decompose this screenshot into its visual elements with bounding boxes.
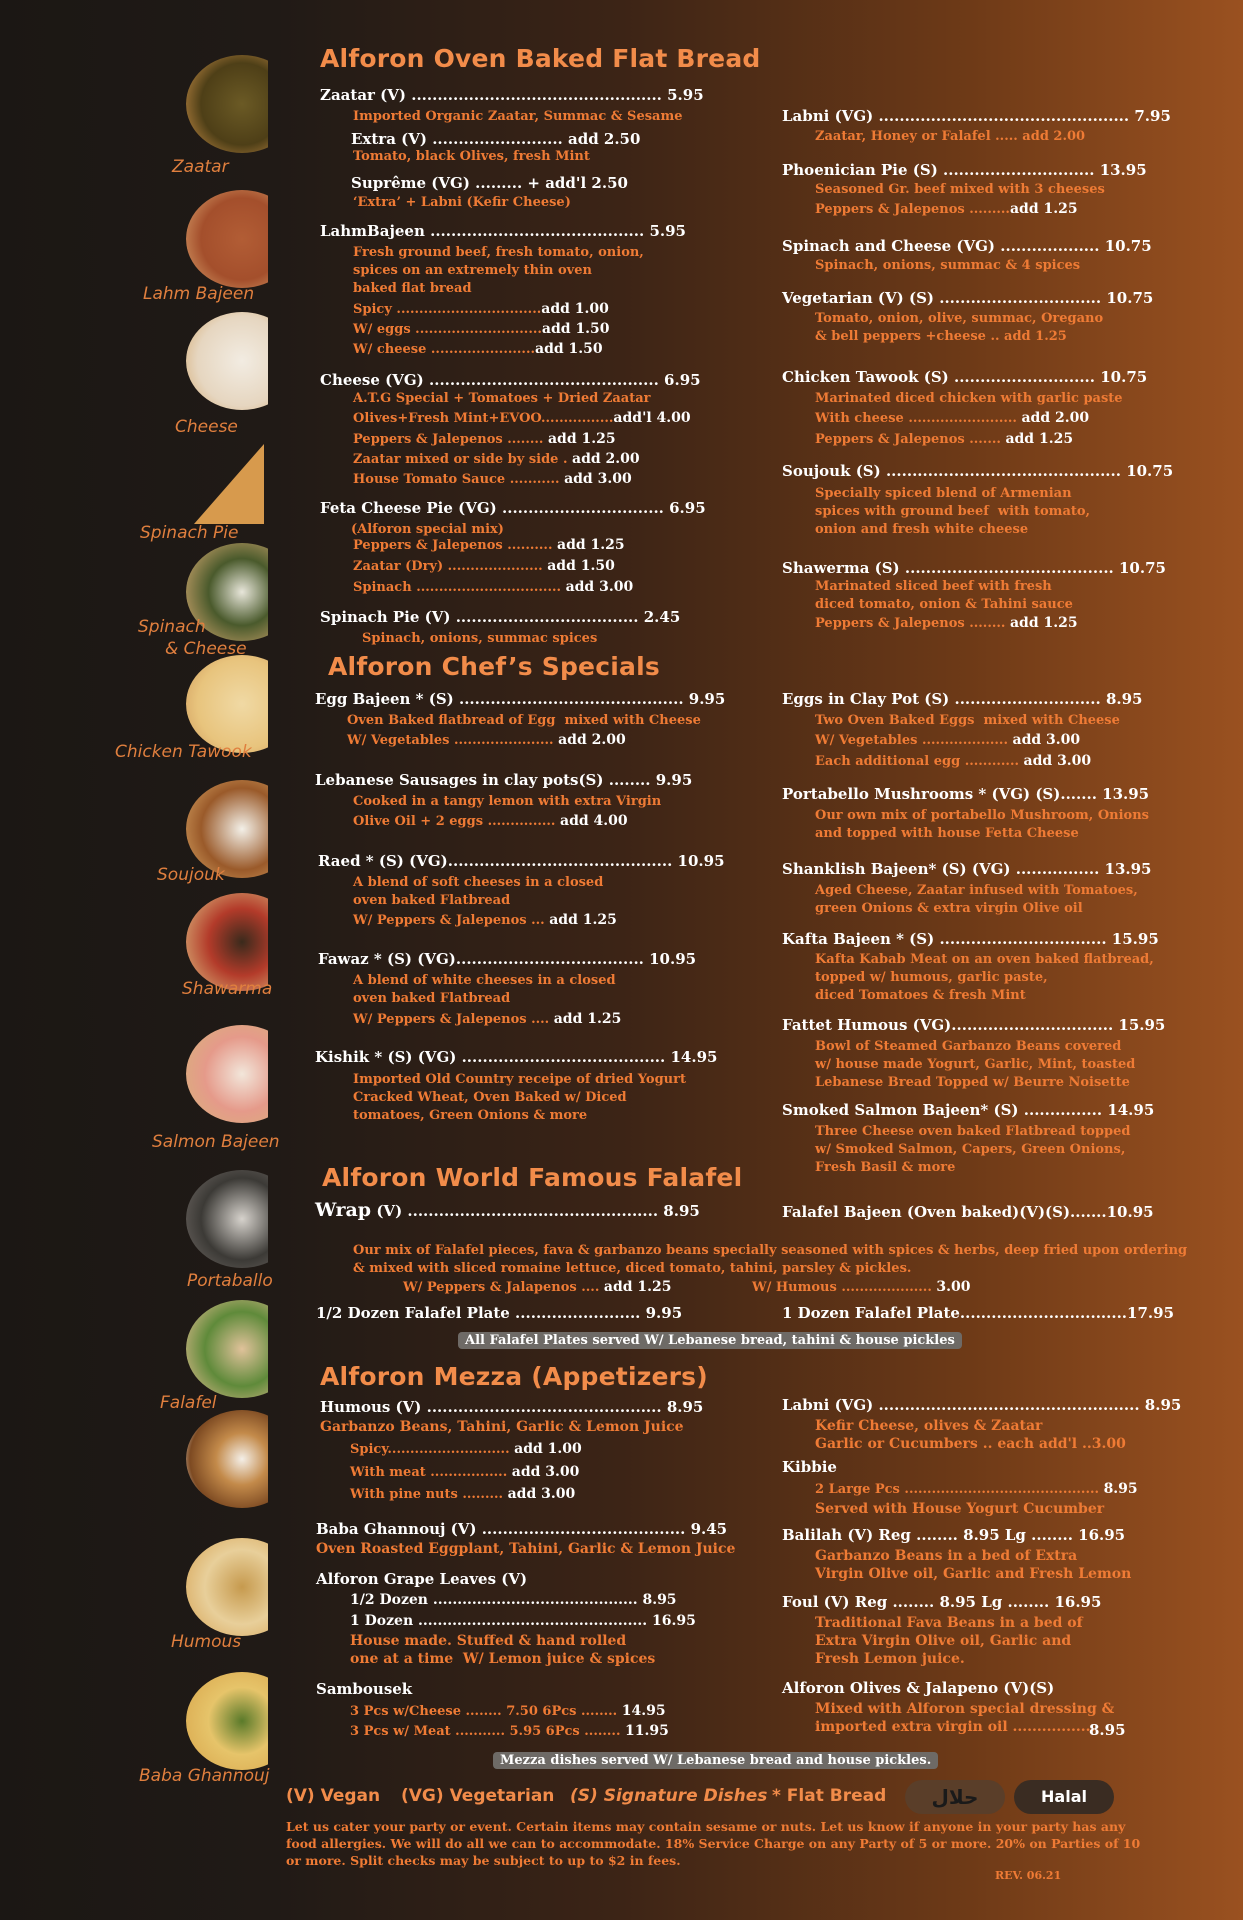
sidebar-label: Spinach & Cheese xyxy=(138,617,247,659)
menu-item-grape-leaves: Alforon Grape Leaves (V) xyxy=(316,1570,528,1588)
item-option: W/ Vegetables ................... add 3.00 xyxy=(815,732,1081,748)
salmon-bajeen-photo xyxy=(186,1025,268,1123)
item-option: Olive Oil + 2 eggs ............... add 4.00 xyxy=(353,813,628,829)
item-description: A.T.G Special + Tomatoes + Dried Zaatar xyxy=(353,391,651,406)
item-option: W/ Vegetables ...................... add 2.00 xyxy=(347,732,626,748)
menu-item-falafel-bajeen: Falafel Bajeen (Oven baked)(V)(S).......10.95 xyxy=(782,1203,1154,1221)
menu-item-soujouk: Soujouk (S) ............................................. 10.75 xyxy=(782,462,1174,480)
item-option: W/ cheese .......................add 1.50 xyxy=(353,341,603,357)
item-description: Oven Baked flatbread of Egg mixed with Cheese xyxy=(347,713,701,728)
item-description: ‘Extra’ + Labni (Kefir Cheese) xyxy=(353,195,571,210)
item-description: Bowl of Steamed Garbanzo Beans covered w/ house made Yogurt, Garlic, Mint, toasted Lebanese Bread Topped w/ Beurre Noisette xyxy=(815,1039,1136,1090)
item-option: Peppers & Jalepenos .........add 1.25 xyxy=(815,201,1078,217)
legend-vegetarian: (VG) Vegetarian xyxy=(401,1786,555,1806)
menu-item-vegetarian: Vegetarian (V) (S) ............................... 10.75 xyxy=(782,289,1154,307)
sidebar-label: Portaballo xyxy=(187,1271,273,1291)
menu-item-shawerma: Shawerma (S) ........................................ 10.75 xyxy=(782,559,1166,577)
item-option: Spicy........................... add 1.00 xyxy=(350,1441,582,1457)
item-description: A blend of white cheeses in a closed oven baked Flatbread xyxy=(353,973,616,1006)
item-description: Garbanzo Beans in a bed of Extra Virgin Olive oil, Garlic and Fresh Lemon xyxy=(815,1548,1132,1582)
item-option: 3 Pcs w/ Meat ........... 5.95 6Pcs ........ 11.95 xyxy=(350,1723,669,1739)
menu-item-kishik: Kishik * (S) (VG) ....................................... 14.95 xyxy=(315,1048,718,1066)
menu-item-feta: Feta Cheese Pie (VG) ............................... 6.95 xyxy=(320,499,706,517)
item-description: Imported Old Country receipe of dried Yogurt Cracked Wheat, Oven Baked w/ Diced tomatoes, Green Onions & more xyxy=(353,1072,686,1123)
item-option: W/ Peppers & Jalapenos .... add 1.25 xyxy=(403,1279,672,1295)
menu-item-portabello: Portabello Mushrooms * (VG) (S)....... 13.95 xyxy=(782,785,1150,803)
cheese-photo xyxy=(186,312,268,410)
sidebar-label: Zaatar xyxy=(172,157,229,177)
item-description: Zaatar, Honey or Falafel ..... add 2.00 xyxy=(815,129,1086,144)
footer-notice: Let us cater your party or event. Certain items may contain sesame or nuts. Let us know if anyone in your party has any food allergies. We will do all we can to accommodate. 18% Service Charge on any Party of 5 or more. 20% on Parties of 10 or more. Split checks may be subject to up to $2 in fees. xyxy=(286,1819,1141,1868)
item-description: Kefir Cheese, olives & Zaatar Garlic or Cucumbers .. each add'l ..3.00 xyxy=(815,1418,1126,1452)
item-description: Tomato, black Olives, fresh Mint xyxy=(353,149,590,164)
item-option: Peppers & Jalepenos ........ add 1.25 xyxy=(353,431,616,447)
item-option: House Tomato Sauce ........... add 3.00 xyxy=(353,471,632,487)
item-option: W/ eggs ............................add 1.50 xyxy=(353,321,610,337)
section-title-falafel: Alforon World Famous Falafel xyxy=(322,1163,743,1192)
item-description: Cooked in a tangy lemon with extra Virgin xyxy=(353,794,662,809)
item-option: With cheese ........................ add 2.00 xyxy=(815,410,1090,426)
shawarma-photo xyxy=(186,893,268,991)
menu-item-fattet-humous: Fattet Humous (VG)............................... 15.95 xyxy=(782,1016,1166,1034)
item-description: Our mix of Falafel pieces, fava & garbanzo beans specially seasoned with spices & herbs, deep fried upon ordering & mixed with sliced romaine lettuce, diced tomato, tahini, parsley & pickles. xyxy=(353,1243,1188,1276)
item-description: Spinach, onions, summac & 4 spices xyxy=(815,258,1081,273)
menu-item-spinach-cheese: Spinach and Cheese (VG) ................... 10.75 xyxy=(782,237,1152,255)
item-option: Zaatar (Dry) ..................... add 1.50 xyxy=(353,558,615,574)
sidebar-label: Baba Ghannouj xyxy=(139,1766,270,1786)
item-option: Spinach ................................ add 3.00 xyxy=(353,579,634,595)
menu-item-spinach-pie: Spinach Pie (V) ................................... 2.45 xyxy=(320,608,681,626)
section-title-mezza: Alforon Mezza (Appetizers) xyxy=(320,1362,708,1391)
halal-arabic-badge: حلال xyxy=(905,1780,1005,1814)
menu-item-phoenician: Phoenician Pie (S) ............................. 13.95 xyxy=(782,161,1147,179)
item-option: Each additional egg ............ add 3.00 xyxy=(815,753,1092,769)
baba-ghannouj-photo xyxy=(186,1672,268,1770)
menu-item-sambousek: Sambousek xyxy=(316,1680,413,1698)
menu-item-baba-ghannouj: Baba Ghannouj (V) ....................................... 9.45 xyxy=(316,1520,728,1538)
item-option: W/ Peppers & Jalepenos ... add 1.25 xyxy=(353,912,617,928)
menu-item-chicken-tawook: Chicken Tawook (S) ........................... 10.75 xyxy=(782,368,1148,386)
item-description: Traditional Fava Beans in a bed of Extra Virgin Olive oil, Garlic and Fresh Lemon juice. xyxy=(815,1615,1083,1667)
humous-photo xyxy=(186,1538,268,1636)
item-description: Oven Roasted Eggplant, Tahini, Garlic & Lemon Juice xyxy=(316,1541,736,1557)
menu-item-shanklish: Shanklish Bajeen* (S) (VG) ................ 13.95 xyxy=(782,860,1152,878)
item-description: Specially spiced blend of Armenian spices with ground beef with tomato, onion and fresh white cheese xyxy=(815,486,1091,537)
zaatar-photo xyxy=(186,55,268,153)
halal-badge: Halal xyxy=(1014,1780,1114,1814)
menu-item-egg-bajeen: Egg Bajeen * (S) ........................................... 9.95 xyxy=(315,690,726,708)
menu-item-raed: Raed * (S) (VG)........................................... 10.95 xyxy=(318,852,725,870)
item-description: Three Cheese oven baked Flatbread topped w/ Smoked Salmon, Capers, Green Onions, Fresh Basil & more xyxy=(815,1124,1131,1175)
menu-item-lebanese-sausages: Lebanese Sausages in clay pots(S) ........ 9.95 xyxy=(315,771,693,789)
menu-item-labni-mezza: Labni (VG) .................................................. 8.95 xyxy=(782,1396,1182,1414)
sidebar-label: Spinach Pie xyxy=(140,523,239,543)
menu-item-kafta: Kafta Bajeen * (S) ................................ 15.95 xyxy=(782,930,1159,948)
item-description: (Alforon special mix) xyxy=(351,522,504,537)
item-option: With meat ................. add 3.00 xyxy=(350,1464,580,1480)
sidebar-label: Soujouk xyxy=(157,865,225,885)
item-option: With pine nuts ......... add 3.00 xyxy=(350,1486,576,1502)
item-option: Spicy ................................add 1.00 xyxy=(353,301,609,317)
menu-item-foul: Foul (V) Reg ........ 8.95 Lg ........ 16.95 xyxy=(782,1593,1102,1611)
item-description: Seasoned Gr. beef mixed with 3 cheeses xyxy=(815,182,1105,197)
menu-item-dozen-falafel: 1 Dozen Falafel Plate................................17.95 xyxy=(782,1304,1175,1322)
item-description: Spinach, onions, summac spices xyxy=(362,631,598,646)
item-option: 1/2 Dozen .......................................... 8.95 xyxy=(350,1592,677,1608)
item-option: 2 Large Pcs ........................................... 8.95 xyxy=(815,1481,1138,1497)
item-description: Marinated diced chicken with garlic paste xyxy=(815,391,1123,406)
menu-item-extra: Extra (V) ......................... add 2.50 xyxy=(351,130,641,148)
item-option: Peppers & Jalepenos .......... add 1.25 xyxy=(353,537,625,553)
menu-item-zaatar: Zaatar (V) ................................................ 5.95 xyxy=(320,86,704,104)
legend-flat-bread: * Flat Bread xyxy=(772,1786,887,1806)
legend-signature: (S) Signature Dishes xyxy=(570,1786,768,1806)
portaballo-photo xyxy=(186,1170,268,1268)
section-title-chefs-specials: Alforon Chef’s Specials xyxy=(328,652,660,681)
lahm-bajeen-photo xyxy=(186,190,268,288)
menu-item-lahmbajeen: LahmBajeen ......................................... 5.95 xyxy=(320,222,686,240)
item-description: A blend of soft cheeses in a closed oven baked Flatbread xyxy=(353,875,604,908)
menu-item-supreme: Suprême (VG) ......... + add'l 2.50 xyxy=(351,174,628,192)
sidebar-label: Chicken Tawook xyxy=(115,742,252,762)
item-description: Two Oven Baked Eggs mixed with Cheese xyxy=(815,713,1120,728)
photo-sidebar xyxy=(0,0,280,1920)
falafel-wrap-photo xyxy=(186,1300,268,1398)
item-description: Our own mix of portabello Mushroom, Onions and topped with house Fetta Cheese xyxy=(815,808,1149,841)
sidebar-label: Cheese xyxy=(175,417,238,437)
item-description: House made. Stuffed & hand rolled one at a time W/ Lemon juice & spices xyxy=(350,1633,656,1667)
item-description: Tomato, onion, olive, summac, Oregano & bell peppers +cheese .. add 1.25 xyxy=(815,311,1104,344)
item-description: Imported Organic Zaatar, Summac & Sesame xyxy=(353,109,683,124)
sidebar-label: Shawarma xyxy=(182,979,273,999)
item-option: 1 Dozen ............................................... 16.95 xyxy=(350,1613,696,1629)
sidebar-label: Lahm Bajeen xyxy=(143,284,255,304)
sidebar-label: Humous xyxy=(171,1632,242,1652)
menu-item-kibbie: Kibbie xyxy=(782,1458,837,1476)
item-option: Peppers & Jalepenos ........ add 1.25 xyxy=(815,615,1078,631)
falafel-balls-photo xyxy=(186,1410,268,1508)
section-title-flat-bread: Alforon Oven Baked Flat Bread xyxy=(320,44,761,73)
sidebar-label: Salmon Bajeen xyxy=(152,1132,280,1152)
menu-item-labni: Labni (VG) ................................................ 7.95 xyxy=(782,107,1171,125)
menu-item-eggs-clay-pot: Eggs in Clay Pot (S) ............................ 8.95 xyxy=(782,690,1143,708)
item-description: Served with House Yogurt Cucumber xyxy=(815,1501,1105,1517)
revision-label: REV. 06.21 xyxy=(995,1869,1062,1882)
falafel-note: All Falafel Plates served W/ Lebanese bread, tahini & house pickles xyxy=(458,1332,962,1349)
item-option: W/ Peppers & Jalepenos .... add 1.25 xyxy=(353,1011,622,1027)
menu-item-falafel-wrap: Wrap (V) ................................................ 8.95 xyxy=(315,1199,700,1221)
item-description: Garbanzo Beans, Tahini, Garlic & Lemon Juice xyxy=(320,1419,684,1435)
item-description: Kafta Kabab Meat on an oven baked flatbread, topped w/ humous, garlic paste, diced Tomatoes & fresh Mint xyxy=(815,952,1154,1003)
item-option: 3 Pcs w/Cheese ........ 7.50 6Pcs ........ 14.95 xyxy=(350,1703,666,1719)
menu-item-fawaz: Fawaz * (S) (VG).................................... 10.95 xyxy=(318,950,697,968)
menu-item-humous: Humous (V) ............................................. 8.95 xyxy=(320,1398,704,1416)
item-description: Aged Cheese, Zaatar infused with Tomatoes, green Onions & extra virgin Olive oil xyxy=(815,883,1138,916)
sidebar-label: Falafel xyxy=(160,1393,217,1413)
mezza-note: Mezza dishes served W/ Lebanese bread and house pickles. xyxy=(493,1752,938,1769)
olives-price: 8.95 xyxy=(1089,1721,1126,1739)
item-option: Peppers & Jalepenos ....... add 1.25 xyxy=(815,431,1074,447)
menu-item-smoked-salmon: Smoked Salmon Bajeen* (S) ............... 14.95 xyxy=(782,1101,1155,1119)
item-option: Olives+Fresh Mint+EVOO................add'l 4.00 xyxy=(353,410,691,426)
menu-item-balilah: Balilah (V) Reg ........ 8.95 Lg ........ 16.95 xyxy=(782,1526,1126,1544)
menu-item-olives-jalapeno: Alforon Olives & Jalapeno (V)(S) xyxy=(782,1679,1055,1697)
item-description: Mixed with Alforon special dressing & imported extra virgin oil ................. xyxy=(815,1701,1115,1735)
item-option: W/ Humous .................... 3.00 xyxy=(752,1279,971,1295)
menu-item-cheese: Cheese (VG) ............................................ 6.95 xyxy=(320,371,701,389)
item-description: Marinated sliced beef with fresh diced tomato, onion & Tahini sauce xyxy=(815,579,1073,612)
item-description: Fresh ground beef, fresh tomato, onion, spices on an extremely thin oven baked flat bread xyxy=(353,245,644,296)
item-option: Zaatar mixed or side by side . add 2.00 xyxy=(353,451,640,467)
legend-vegan: (V) Vegan xyxy=(286,1786,381,1806)
chicken-tawook-photo xyxy=(186,655,268,753)
menu-item-half-dozen-falafel: 1/2 Dozen Falafel Plate ........................ 9.95 xyxy=(316,1304,683,1322)
